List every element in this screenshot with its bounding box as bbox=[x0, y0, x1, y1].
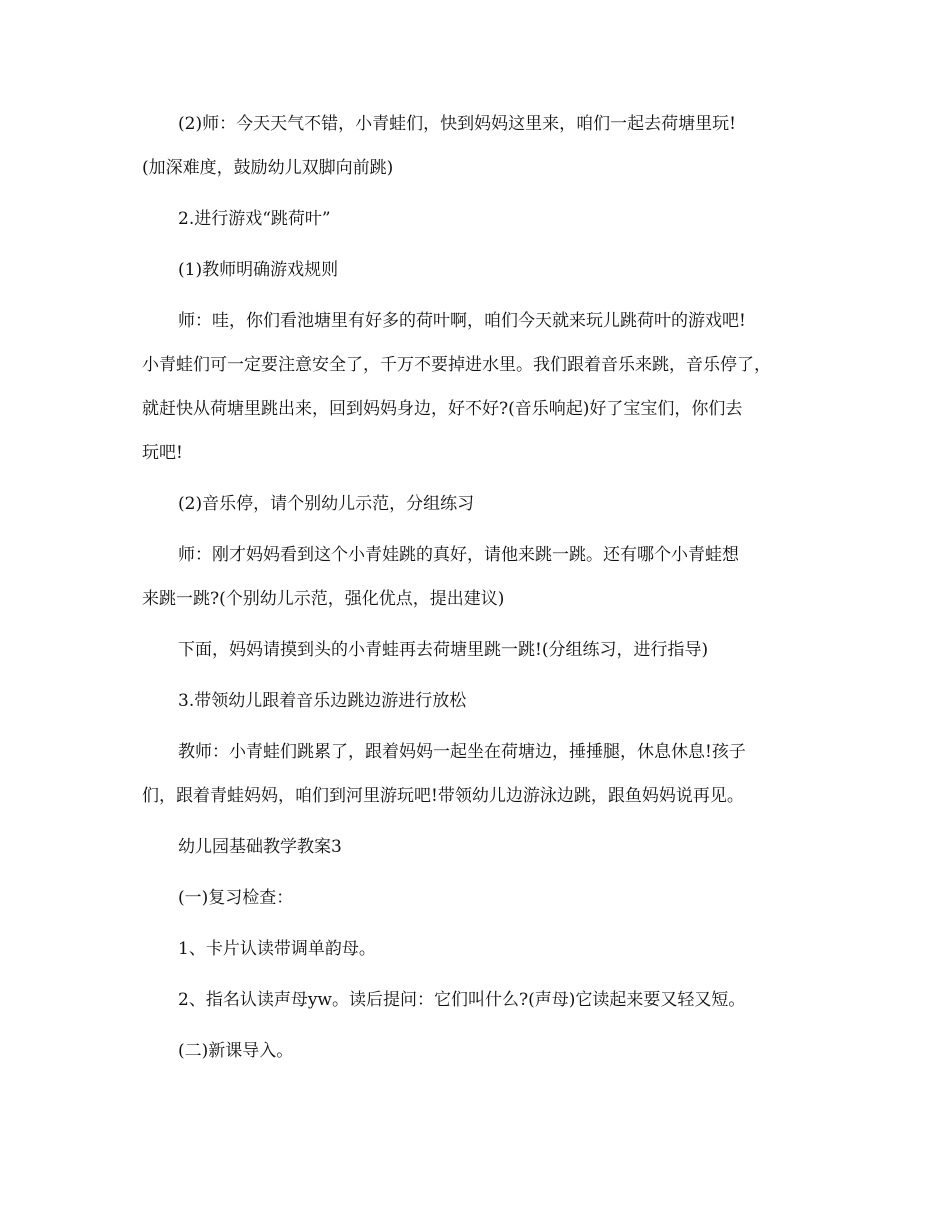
subsection-heading: (2)音乐停，请个别幼儿示范，分组练习 bbox=[178, 494, 475, 514]
subsection-heading: (1)教师明确游戏规则 bbox=[178, 260, 339, 280]
paragraph-line: 们，跟着青蛙妈妈，咱们到河里游玩吧!带领幼儿边游泳边跳，跟鱼妈妈说再见。 bbox=[142, 786, 744, 806]
list-item: 2、指名认读声母yw。读后提问：它们叫什么?(声母)它读起来要又轻又短。 bbox=[178, 990, 746, 1010]
section-heading: 2.进行游戏“跳荷叶” bbox=[178, 209, 331, 229]
list-item: 1、卡片认读带调单韵母。 bbox=[178, 939, 376, 959]
paragraph-line: 师：刚才妈妈看到这个小青娃跳的真好，请他来跳一跳。还有哪个小青蛙想 bbox=[178, 545, 739, 565]
paragraph-line: (加深难度，鼓励幼儿双脚向前跳) bbox=[142, 158, 394, 178]
paragraph-line: (2)师：今天天气不错，小青蛙们，快到妈妈这里来，咱们一起去荷塘里玩! bbox=[178, 114, 736, 134]
paragraph-line: 来跳一跳?(个别幼儿示范，强化优点，提出建议) bbox=[142, 589, 505, 609]
paragraph-line: 玩吧! bbox=[142, 443, 183, 463]
subsection-heading: (二)新课导入。 bbox=[178, 1041, 294, 1061]
document-title: 幼儿园基础教学教案3 bbox=[178, 837, 342, 857]
subsection-heading: (一)复习检查： bbox=[178, 888, 294, 908]
section-heading: 3.带领幼儿跟着音乐边跳边游进行放松 bbox=[178, 691, 467, 711]
paragraph-line: 师：哇，你们看池塘里有好多的荷叶啊，咱们今天就来玩儿跳荷叶的游戏吧! bbox=[178, 311, 746, 331]
paragraph-line: 教师：小青蛙们跳累了，跟着妈妈一起坐在荷塘边，捶捶腿，休息休息!孩子 bbox=[178, 742, 746, 762]
paragraph-line: 就赶快从荷塘里跳出来，回到妈妈身边，好不好?(音乐响起)好了宝宝们，你们去 bbox=[142, 399, 743, 419]
paragraph-line: 下面，妈妈请摸到头的小青蛙再去荷塘里跳一跳!(分组练习，进行指导) bbox=[178, 640, 709, 660]
paragraph-line: 小青蛙们可一定要注意安全了，千万不要掉进水里。我们跟着音乐来跳，音乐停了， bbox=[142, 355, 771, 375]
